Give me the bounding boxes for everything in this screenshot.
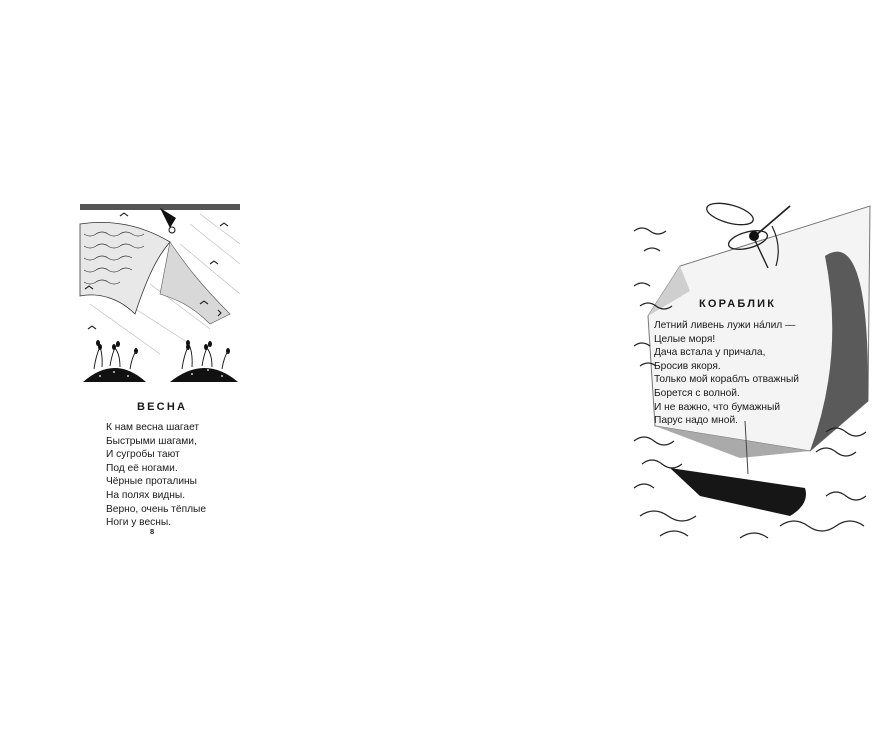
poem-title: ВЕСНА [137, 401, 188, 413]
poem-line: Бросив якоря. [654, 360, 721, 372]
poem-line: К нам весна шагает [106, 422, 200, 433]
poem-text [106, 421, 206, 530]
poem-line: Только мой кораблъ отважный [654, 374, 799, 386]
poem-line: Быстрыми шагами, [106, 435, 197, 447]
spring-girl-illustration-icon [80, 204, 240, 390]
poem-title: КОРАБЛИК [699, 298, 777, 310]
poem-line: Ноги у весны. [106, 517, 172, 529]
poem-line: На полях видны. [106, 489, 186, 501]
poem-line: Чёрные проталины [106, 476, 197, 488]
poem-text [654, 319, 799, 428]
page-number: 8 [150, 527, 155, 536]
poem-line: И сугробы тают [106, 449, 180, 461]
poem-line: Под её ногами. [106, 462, 178, 474]
poem-line: Летний ливень лужи на́лил — [654, 320, 796, 331]
poem-line: Борется с волной. [654, 387, 740, 399]
poem-line: И не важно, что бумажный [654, 401, 781, 413]
poem-line: Дача встала у причала, [654, 347, 766, 359]
poem-line: Парус надо мной. [654, 415, 738, 427]
right-page [300, 0, 799, 750]
poem-line: Верно, очень тёплые [106, 503, 207, 515]
left-page [0, 0, 300, 750]
poem-line: Целые моря! [654, 333, 716, 345]
